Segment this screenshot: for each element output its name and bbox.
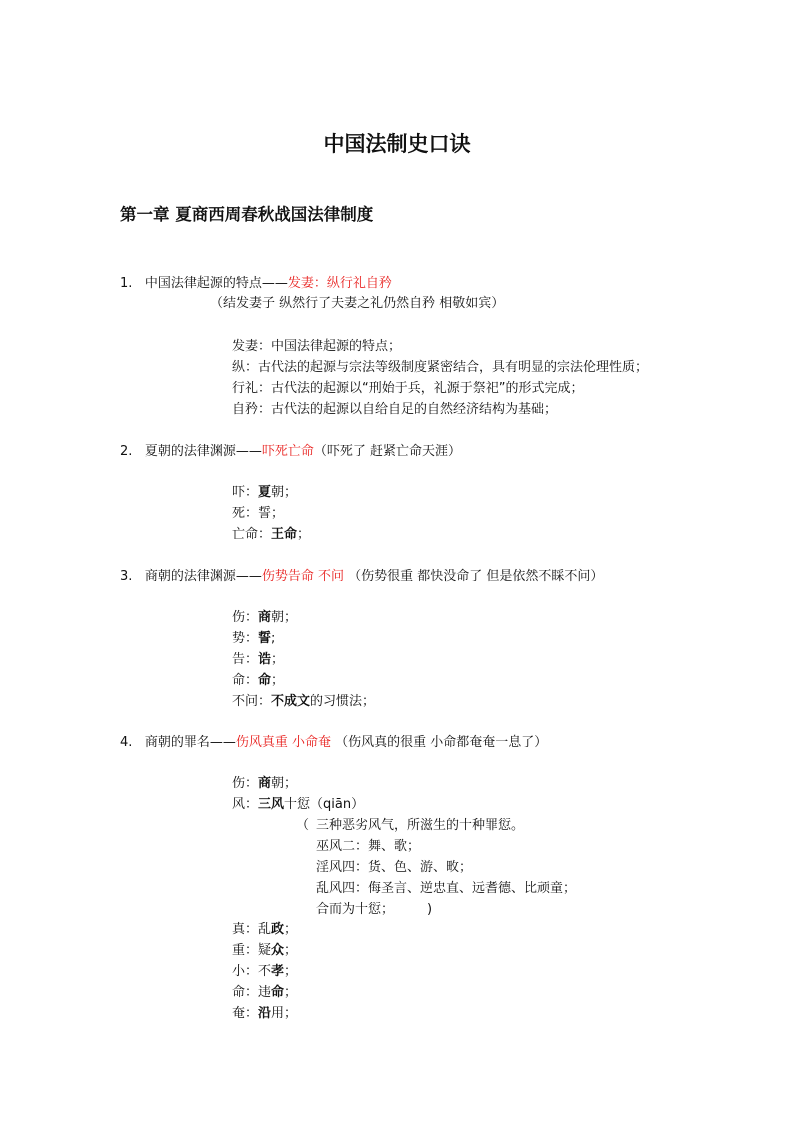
text-run: 用；	[271, 1006, 298, 1021]
text-run: 风：	[232, 797, 259, 812]
text-run: 十愆（qiān）	[284, 797, 365, 812]
emphasis-text: 孝	[271, 964, 285, 979]
section-3-item	[232, 694, 375, 710]
text-run: 行礼：古代法的起源以“刑始于兵，礼源于祭祀”的形式完成；	[232, 381, 584, 396]
section-mnemonic: 吓死亡命	[261, 444, 314, 459]
text-run: 纵：古代法的起源与宗法等级制度紧密结合，具有明显的宗法伦理性质；	[232, 360, 649, 375]
section-explain: （吓死了 赶紧亡命天涯）	[313, 444, 461, 459]
text-run: 朝；	[271, 485, 298, 500]
text-run: 命：	[232, 673, 259, 688]
section-4-heading	[120, 735, 547, 751]
chapter-heading: 第一章 夏商西周春秋战国法律制度	[120, 205, 374, 224]
emphasis-text: 不成文	[271, 694, 311, 709]
section-2-item	[232, 485, 297, 501]
section-label: 中国法律起源的特点——	[144, 276, 288, 291]
emphasis-text: 诰	[258, 652, 272, 667]
section-2-item	[232, 506, 284, 522]
emphasis-text: 王命	[271, 527, 298, 542]
text-run: ；	[284, 943, 298, 958]
section-4-item	[232, 1006, 297, 1022]
emphasis-text: 商	[258, 610, 272, 625]
emphasis-text: 命	[258, 673, 272, 688]
emphasis-text: 誓	[258, 631, 272, 646]
section-label: 商朝的罪名——	[144, 735, 236, 750]
emphasis-text: 沿	[258, 1006, 272, 1021]
text-run: 的习惯法；	[310, 694, 376, 709]
section-label: 夏朝的法律渊源——	[144, 444, 262, 459]
section-2-item	[232, 527, 310, 543]
text-run: 告：	[232, 652, 259, 667]
section-4-item	[232, 797, 364, 813]
text-run: 不问：	[232, 694, 272, 709]
text-run: 自矜：古代法的起源以自给自足的自然经济结构为基础；	[232, 402, 558, 417]
text-run: ；	[271, 673, 285, 688]
text-run: 伤：	[232, 776, 259, 791]
section-label: 商朝的法律渊源——	[144, 569, 262, 584]
text-run: 小：不	[232, 964, 272, 979]
section-number: 4.	[120, 735, 133, 750]
section-mnemonic: 发妻：纵行礼自矜	[287, 276, 392, 291]
section-3-item	[232, 673, 284, 689]
paren-line: 合而为十愆；	[316, 902, 395, 917]
text-run: 死：誓；	[232, 506, 285, 521]
section-number: 1.	[120, 276, 133, 291]
text-run: ；	[297, 527, 311, 542]
emphasis-text: 众	[271, 943, 285, 958]
section-4-item	[232, 985, 297, 1001]
section-explain: （伤风真的很重 小命都奄奄一息了）	[330, 735, 548, 750]
text-run: 伤：	[232, 610, 259, 625]
emphasis-text: 三风	[258, 797, 285, 812]
section-1-item	[232, 402, 557, 418]
section-mnemonic: 伤势告命 不问	[261, 569, 344, 584]
text-run: 重：疑	[232, 943, 272, 958]
text-run: 亡命：	[232, 527, 272, 542]
paren-line: 三种恶劣风气，所滋生的十种罪愆。	[316, 818, 525, 833]
section-1-item	[232, 339, 401, 355]
section-1-heading	[120, 276, 392, 292]
section-1-item	[232, 360, 648, 376]
paren-line: 淫风四：货、色、游、畋；	[316, 860, 473, 875]
emphasis-text: 命	[271, 985, 285, 1000]
emphasis-text: 政	[271, 922, 285, 937]
page-title: 中国法制史口诀	[323, 132, 471, 156]
text-run: 命：违	[232, 985, 272, 1000]
text-run: ；	[284, 985, 298, 1000]
paren-line: 巫风二：舞、歌；	[316, 839, 421, 854]
section-number: 2.	[120, 444, 133, 459]
text-run: 朝；	[271, 776, 298, 791]
section-3-item	[232, 631, 275, 647]
section-3-heading	[120, 569, 603, 585]
text-run: 吓：	[232, 485, 259, 500]
text-run: 势：	[232, 631, 259, 646]
text-run: 发妻：中国法律起源的特点；	[232, 339, 402, 354]
section-4-item	[232, 964, 297, 980]
paren-line: 乱风四：侮圣言、逆忠直、远耆德、比顽童；	[316, 881, 577, 896]
section-4-item	[232, 776, 297, 792]
section-4-item	[232, 922, 297, 938]
section-3-item	[232, 652, 284, 668]
text-run: ；	[271, 652, 285, 667]
text-run: 真：乱	[232, 922, 272, 937]
text-run: ；	[284, 964, 298, 979]
text-run: ;	[271, 631, 276, 646]
section-number: 3.	[120, 569, 133, 584]
section-1-subnote: （结发妻子 纵然行了夫妻之礼仍然自矜 相敬如宾）	[210, 296, 505, 311]
section-explain: （伤势很重 都快没命了 但是依然不睬不问）	[343, 569, 604, 584]
text-run: 奄：	[232, 1006, 259, 1021]
section-4-item	[232, 943, 297, 959]
section-3-item	[232, 610, 297, 626]
text-run: ；	[284, 922, 298, 937]
emphasis-text: 商	[258, 776, 272, 791]
emphasis-text: 夏	[258, 485, 272, 500]
section-1-item	[232, 381, 583, 397]
text-run: 朝；	[271, 610, 298, 625]
paren-close: )	[427, 902, 433, 917]
section-2-heading	[120, 444, 461, 460]
paren-open: （	[296, 818, 310, 833]
section-mnemonic: 伤风真重 小命奄	[235, 735, 331, 750]
